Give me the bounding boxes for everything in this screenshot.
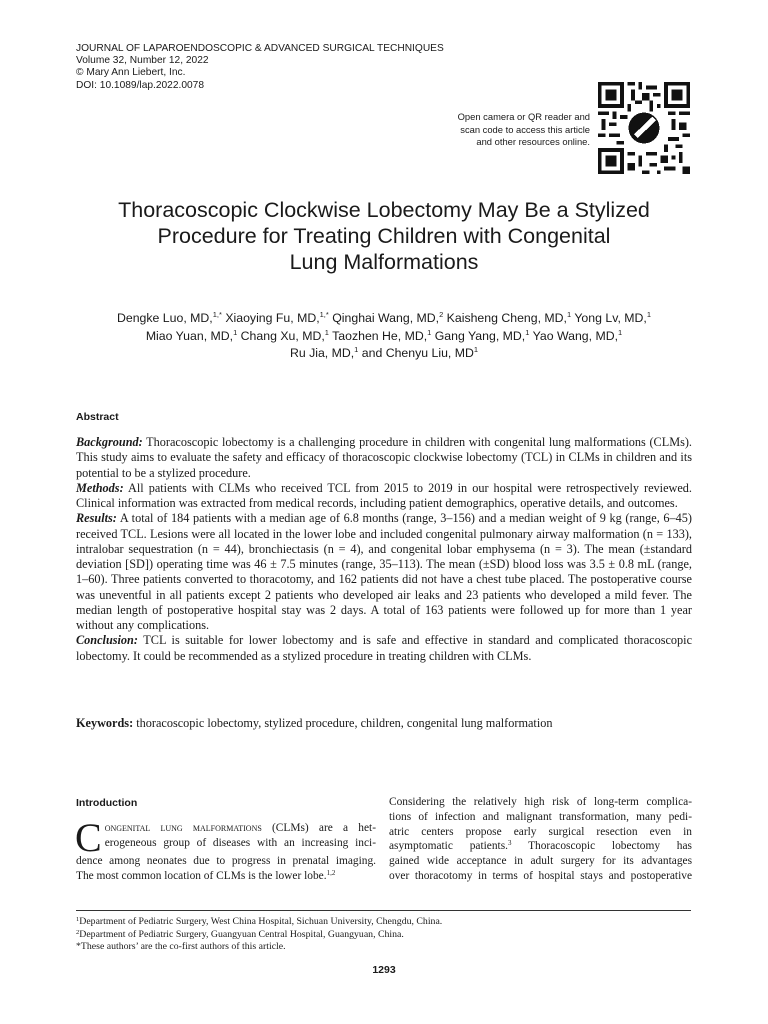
- author-name: Miao Yuan, MD,: [145, 328, 234, 343]
- keywords-label: Keywords:: [76, 716, 134, 730]
- abstract-label: Methods:: [76, 480, 124, 495]
- author-affiliation: 1: [324, 327, 329, 337]
- author-name: Yong Lv, MD,: [574, 311, 647, 325]
- abstract-body: [76, 435, 692, 664]
- author-name: Qinghai Wang, MD,: [332, 311, 440, 325]
- author-name: Dengke Luo, MD,: [117, 311, 213, 325]
- author-name: Kaisheng Cheng, MD,: [446, 311, 567, 325]
- abstract-label: Conclusion:: [76, 633, 138, 648]
- author-line: [60, 345, 708, 363]
- author-affiliation: 1: [618, 327, 623, 337]
- text-line: tions of infection and malignant transformation, many pedi-: [389, 810, 692, 823]
- intro-text: asymptomatic patients.: [389, 840, 508, 853]
- footnote: [76, 929, 442, 942]
- footnote-divider: [76, 910, 691, 911]
- author-affiliation: 1: [233, 327, 238, 337]
- footnote: *These authors’ are the co-first authors of this article.: [76, 941, 286, 953]
- qr-code-icon[interactable]: [598, 82, 690, 174]
- journal-copyright: © Mary Ann Liebert, Inc.: [76, 67, 186, 79]
- keywords: [76, 716, 692, 731]
- author-list: [60, 310, 708, 363]
- drop-cap: C: [75, 815, 102, 860]
- page-number: 1293: [372, 964, 396, 976]
- text-line: gained wide acceptance in adult surgery for its advantages: [389, 855, 692, 868]
- intro-text: The most common location of CLMs is the lower lobe.: [76, 869, 327, 882]
- journal-header: [76, 43, 444, 92]
- abstract-text: A total of 184 patients with a median age of 6.8 months (range, 3–156) and a median weight of 9 kg (range, 6–45) received TCL. Lesions were all located in the lower lobe and included congenital pulmonary airway malformation (n = 133), intralobar sequestration (n = 44), bronchiectasis (n = 4), and congenital lobar emphysema (n = 3). The mean (±standard deviation [SD]) operating time was 46 ± 7.5 minutes (range, 35–113). The mean (±SD) blood loss was 3.5 ± 0.8 mL (range, 1–60). Three patients converted to thoracotomy, and 162 patients did not have a chest tube placed. The postoperative course was uneventful in all patients except 2 patients who developed air leaks and 23 patients who developed a mild fever. The median length of postoperative hospital stay was 2 days. A total of 163 patients were followed up for more than 1 year without any complications.: [76, 511, 693, 632]
- intro-text: (CLMs) are a het-: [261, 822, 376, 834]
- author-line: [60, 310, 708, 328]
- author-name: Gang Yang, MD,: [434, 328, 526, 343]
- qr-note-line: scan code to access this article: [460, 123, 590, 135]
- text-line: Considering the relatively high risk of long-term complica-: [389, 796, 692, 808]
- abstract-methods: [76, 481, 692, 512]
- author-affiliation: 1: [566, 310, 572, 319]
- journal-volume: Volume 32, Number 12, 2022: [76, 55, 209, 67]
- footnote-mark: 2: [76, 928, 80, 936]
- abstract-conclusion: [76, 633, 692, 664]
- text-line: over thoracotomy in terms of hospital stays and postoperative: [389, 869, 692, 882]
- qr-note-line: Open camera or QR reader and: [457, 111, 590, 122]
- citation: 3: [507, 839, 512, 848]
- text-line: erogeneous group of diseases with an increasing inci-: [104, 836, 376, 849]
- text-line: [389, 839, 692, 854]
- footnote-text: Department of Pediatric Surgery, Guangyuan Central Hospital, Guangyuan, China.: [79, 928, 404, 940]
- qr-note: [400, 111, 590, 149]
- author-affiliation: 1: [525, 327, 530, 337]
- author-affiliation: 1: [473, 345, 479, 354]
- intro-left-column: [75, 815, 376, 884]
- abstract-heading: Abstract: [76, 411, 119, 423]
- author-affiliation: 1: [646, 310, 651, 319]
- title-line: Procedure for Treating Children with Congenital: [157, 224, 611, 248]
- text-line: [76, 869, 376, 884]
- text-line: dence among neonates due to progress in prenatal imaging.: [76, 855, 376, 867]
- text-line: [76, 821, 376, 836]
- abstract-text: Thoracoscopic lobectomy is a challenging procedure in children with congenital lung malformations (CLMs). This study aims to evaluate the safety and efficacy of thoracoscopic clockwise lobectomy (TCL) in CLMs in children and its potential to be a stylized procedure.: [76, 435, 692, 480]
- author-affiliation: 1: [427, 327, 432, 337]
- author-affiliation: 2: [439, 310, 444, 319]
- text-line: atric centers propose early surgical resection even in: [389, 825, 692, 838]
- abstract-text: TCL is suitable for lower lobectomy and is safe and effective in standard and complicated thoracoscopic lobectomy. It could be recommended as a stylized procedure in treating children with CLMs.: [76, 633, 693, 663]
- abstract-text: All patients with CLMs who received TCL from 2015 to 2019 in our hospital were retrospectively reviewed. Clinical information was extracted from medical records, including patient demographics, operative details, and outcomes.: [76, 480, 692, 510]
- footnote-mark: 1: [76, 916, 80, 923]
- footnotes: [76, 916, 442, 954]
- abstract-label: Results:: [76, 511, 117, 526]
- intro-smallcaps: ongenital lung malformations: [104, 822, 262, 834]
- intro-text: Thoracoscopic lobectomy has: [511, 840, 692, 853]
- author-name: Ru Jia, MD,: [289, 346, 355, 360]
- title-line: Thoracoscopic Clockwise Lobectomy May Be a Stylized: [118, 198, 650, 222]
- journal-name: JOURNAL OF LAPAROENDOSCOPIC & ADVANCED SURGICAL TECHNIQUES: [76, 43, 444, 54]
- author-name: Chang Xu, MD,: [240, 328, 325, 343]
- author-affiliation: 1,*: [212, 310, 222, 319]
- article-title: [60, 197, 708, 275]
- footnote: [76, 916, 442, 929]
- author-name: Xiaoying Fu, MD,: [225, 311, 320, 325]
- citation: 1,2: [326, 868, 336, 877]
- author-name: and Chenyu Liu, MD: [361, 346, 474, 360]
- author-name: Taozhen He, MD,: [332, 328, 428, 343]
- abstract-background: [76, 435, 692, 481]
- intro-right-column: [389, 795, 692, 884]
- author-affiliation: 1,*: [319, 310, 329, 319]
- qr-note-line: and other resources online.: [476, 136, 590, 148]
- abstract-label: Background:: [76, 435, 143, 449]
- abstract-results: [76, 511, 692, 633]
- author-name: Yao Wang, MD,: [532, 328, 619, 343]
- author-affiliation: 1: [354, 345, 359, 354]
- title-line: Lung Malformations: [289, 250, 479, 274]
- journal-doi: DOI: 10.1089/lap.2022.0078: [76, 79, 205, 91]
- footnote-text: Department of Pediatric Surgery, West China Hospital, Sichuan University, Chengdu, China.: [79, 916, 443, 927]
- author-line: [60, 328, 708, 346]
- keywords-text: thoracoscopic lobectomy, stylized procedure, children, congenital lung malformation: [136, 716, 553, 730]
- introduction-heading: Introduction: [76, 797, 138, 809]
